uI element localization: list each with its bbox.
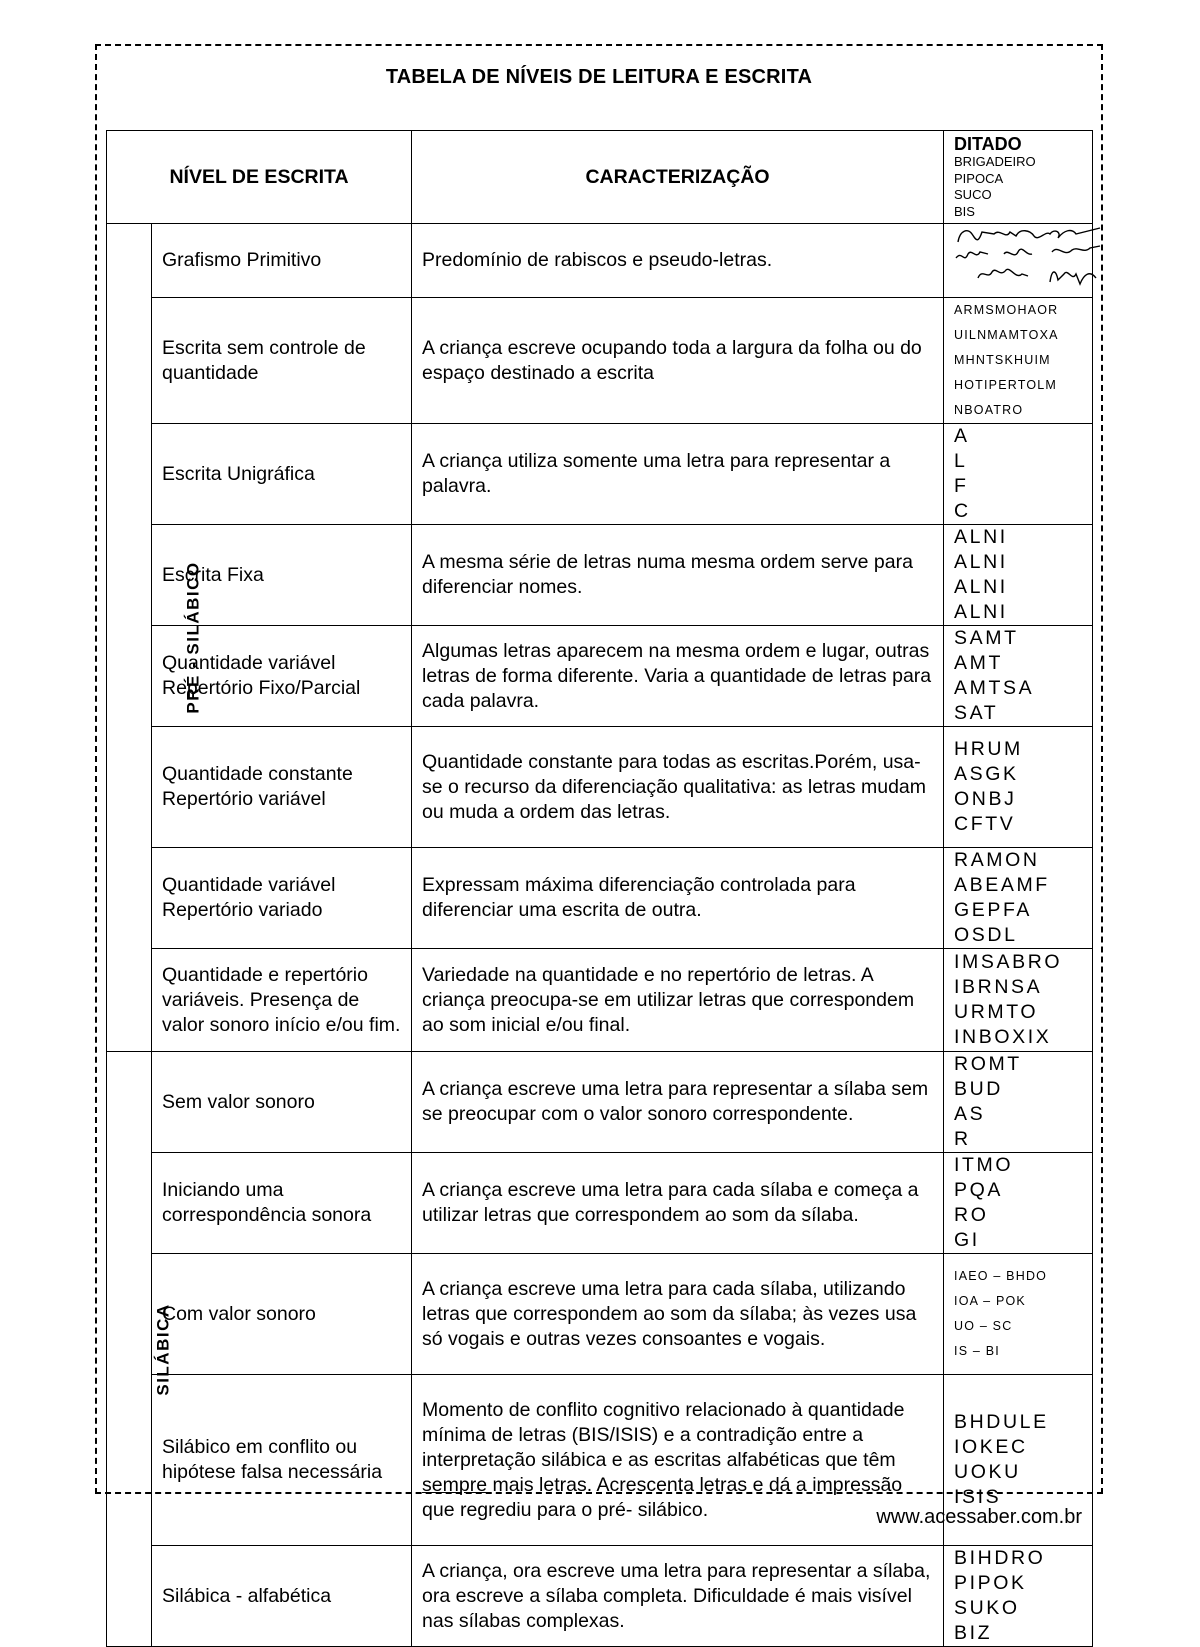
table-row bbox=[107, 525, 1093, 626]
level-cell: Quantidade variável Repertório variado bbox=[152, 848, 412, 949]
sample-line: PQA bbox=[954, 1179, 1003, 1201]
dictation-word: BIS bbox=[954, 203, 975, 219]
sample-line: ISIS bbox=[954, 1486, 1002, 1508]
sample-line: IBRNSA bbox=[954, 976, 1043, 998]
table-row bbox=[107, 224, 1093, 298]
sample-line: BHDULE bbox=[954, 1411, 1049, 1433]
sample-line: HOTIPERTOLM bbox=[954, 378, 1058, 392]
sample-line: SAMT bbox=[954, 627, 1019, 649]
sample-line: C bbox=[954, 500, 971, 522]
level-cell: Iniciando uma correspondência sonora bbox=[152, 1153, 412, 1254]
description-cell: A mesma série de letras numa mesma ordem serve para diferenciar nomes. bbox=[412, 525, 944, 626]
sample-line: IAEO – BHDO bbox=[954, 1269, 1048, 1283]
page-title: TABELA DE NÍVEIS DE LEITURA E ESCRITA bbox=[385, 66, 813, 88]
description-cell: A criança escreve uma letra para representar a sílaba sem se preocupar com o valor sonoro correspondente. bbox=[412, 1052, 944, 1153]
sample-line: AMT bbox=[954, 652, 1003, 674]
dictation-word: PIPOCA bbox=[954, 170, 1004, 186]
sample-line: ALNI bbox=[954, 551, 1008, 573]
sample-line: ALNI bbox=[954, 576, 1008, 598]
table-row bbox=[107, 424, 1093, 525]
level-cell: Com valor sonoro bbox=[152, 1254, 412, 1375]
level-cell: Quantidade variável Repertório Fixo/Parcial bbox=[152, 626, 412, 727]
sample-line: NBOATRO bbox=[954, 403, 1024, 417]
footer-url: www.acessaber.com.br bbox=[876, 1506, 1082, 1528]
dictation-title: DITADO bbox=[954, 134, 1022, 154]
group-label: SILÁBICA bbox=[153, 1302, 173, 1396]
sample-line: ALNI bbox=[954, 526, 1008, 548]
group-pre-silabico bbox=[107, 224, 203, 1052]
sample-line: SAT bbox=[954, 702, 999, 724]
description-cell: A criança utiliza somente uma letra para representar a palavra. bbox=[412, 424, 944, 525]
header-dictation bbox=[944, 131, 1093, 224]
sample-line: GI bbox=[954, 1229, 980, 1251]
description-cell: Algumas letras aparecem na mesma ordem e lugar, outras letras de forma diferente. Varia a quantidade de letras para cada palavra. bbox=[412, 626, 944, 727]
description-text: Momento de conflito cognitivo relacionado à quantidade mínima de letras (BIS/ISIS) e a contradição entre a interpretação silábica e as escritas alfabéticas que têm bbox=[422, 1398, 905, 1471]
sample-cell bbox=[944, 949, 1093, 1052]
level-cell: Grafismo Primitivo bbox=[152, 224, 412, 298]
level-cell: Quantidade constante Repertório variável bbox=[152, 727, 412, 848]
description-cell bbox=[412, 1375, 944, 1546]
table-header-row bbox=[107, 131, 1093, 224]
sample-cell bbox=[944, 424, 1093, 525]
sample-cell bbox=[944, 626, 1093, 727]
table-row bbox=[107, 1052, 1093, 1153]
header-description: CARACTERIZAÇÃO bbox=[412, 131, 944, 224]
scribble-drawing bbox=[954, 224, 1103, 290]
sample-line: HRUM bbox=[954, 738, 1023, 760]
table-row bbox=[107, 949, 1093, 1052]
sample-line: ABEAMF bbox=[954, 874, 1050, 896]
description-emphasis: sempre bbox=[422, 1473, 488, 1496]
sample-line: R bbox=[954, 1128, 971, 1150]
sample-line: URMTO bbox=[954, 1001, 1039, 1023]
description-cell: Predomínio de rabiscos e pseudo-letras. bbox=[412, 224, 944, 298]
sample-line: RAMON bbox=[954, 849, 1040, 871]
sample-line: BUD bbox=[954, 1078, 1003, 1100]
sample-cell bbox=[944, 848, 1093, 949]
table-row bbox=[107, 626, 1093, 727]
sample-line: CFTV bbox=[954, 813, 1016, 835]
sample-line: IS – BI bbox=[954, 1344, 1000, 1358]
table-row bbox=[107, 727, 1093, 848]
group-silabica bbox=[107, 1052, 173, 1647]
description-cell: A criança escreve ocupando toda a largura da folha ou do espaço destinado a escrita bbox=[412, 298, 944, 424]
sample-line: ONBJ bbox=[954, 788, 1017, 810]
sample-cell bbox=[944, 1052, 1093, 1153]
sample-line: ARMSMOHAOR bbox=[954, 303, 1059, 317]
dictation-word: BRIGADEIRO bbox=[954, 154, 1036, 169]
description-text: mais letras. Acrescenta letras e dá a impressão que regrediu para o pré- silábico. bbox=[422, 1473, 903, 1521]
sample-line: MHNTSKHUIM bbox=[954, 353, 1051, 367]
sample-cell bbox=[944, 298, 1093, 424]
level-cell: Escrita Unigráfica bbox=[152, 424, 412, 525]
dictation-word: SUCO bbox=[954, 187, 992, 202]
sample-line: A bbox=[954, 425, 970, 447]
description-cell: A criança escreve uma letra para cada sílaba e começa a utilizar letras que correspondem ao som da sílaba. bbox=[412, 1153, 944, 1254]
table-row bbox=[107, 1254, 1093, 1375]
level-cell: Escrita Fixa bbox=[152, 525, 412, 626]
sample-line: IOA – POK bbox=[954, 1294, 1026, 1308]
description-cell: A criança, ora escreve uma letra para representar a sílaba, ora escreve a sílaba completa. Dificuldade é mais visível nas sílabas complexas. bbox=[412, 1546, 944, 1647]
sample-line: ALNI bbox=[954, 601, 1008, 623]
description-cell: Quantidade constante para todas as escritas.Porém, usa-se o recurso da diferenciação qualitativa: as letras mudam ou muda a ordem das letras. bbox=[412, 727, 944, 848]
sample-line: BIZ bbox=[954, 1622, 993, 1644]
sample-line: RO bbox=[954, 1204, 989, 1226]
header-level: NÍVEL DE ESCRITA bbox=[107, 131, 412, 224]
group-label: PRÉ - SILÁBICO bbox=[183, 561, 203, 714]
sample-line: AS bbox=[954, 1103, 986, 1125]
table-row bbox=[107, 848, 1093, 949]
sample-cell bbox=[944, 1546, 1093, 1647]
sample-line: SUKO bbox=[954, 1597, 1020, 1619]
level-cell: Silábica - alfabética bbox=[152, 1546, 412, 1647]
description-cell: Expressam máxima diferenciação controlada para diferenciar uma escrita de outra. bbox=[412, 848, 944, 949]
description-cell: A criança escreve uma letra para cada sílaba, utilizando letras que correspondem ao som da sílaba; às vezes usa só vogais e outras vezes consoantes e vogais. bbox=[412, 1254, 944, 1375]
sample-cell bbox=[944, 727, 1093, 848]
sample-line: ASGK bbox=[954, 763, 1019, 785]
sample-line: ROMT bbox=[954, 1053, 1022, 1075]
table-row bbox=[107, 298, 1093, 424]
sample-line: L bbox=[954, 450, 968, 472]
sample-line: UOKU bbox=[954, 1461, 1021, 1483]
sample-line: UO – SC bbox=[954, 1319, 1013, 1333]
table-row bbox=[107, 1546, 1093, 1647]
sample-line: F bbox=[954, 475, 969, 497]
table-row bbox=[107, 1153, 1093, 1254]
sample-line: OSDL bbox=[954, 924, 1018, 946]
sample-cell bbox=[944, 1254, 1093, 1375]
sample-line: PIPOK bbox=[954, 1572, 1027, 1594]
sample-line: ITMO bbox=[954, 1154, 1014, 1176]
level-cell: Escrita sem controle de quantidade bbox=[152, 298, 412, 424]
sample-cell bbox=[944, 525, 1093, 626]
sample-line: IMSABRO bbox=[954, 951, 1063, 973]
sample-line: INBOXIX bbox=[954, 1026, 1052, 1048]
sample-line: AMTSA bbox=[954, 677, 1035, 699]
sample-line: IOKEC bbox=[954, 1436, 1028, 1458]
levels-table bbox=[106, 130, 1093, 1647]
sample-cell bbox=[944, 1153, 1093, 1254]
scribble-sample bbox=[944, 224, 1093, 298]
description-cell: Variedade na quantidade e no repertório de letras. A criança preocupa-se em utilizar letras que correspondem ao som inicial e/ou final. bbox=[412, 949, 944, 1052]
sample-line: UILNMAMTOXA bbox=[954, 328, 1059, 342]
level-cell: Quantidade e repertório variáveis. Presença de valor sonoro início e/ou fim. bbox=[152, 949, 412, 1052]
sample-line: GEPFA bbox=[954, 899, 1033, 921]
level-cell: Silábico em conflito ou hipótese falsa necessária bbox=[152, 1375, 412, 1546]
level-cell: Sem valor sonoro bbox=[152, 1052, 412, 1153]
sample-line: BIHDRO bbox=[954, 1547, 1046, 1569]
